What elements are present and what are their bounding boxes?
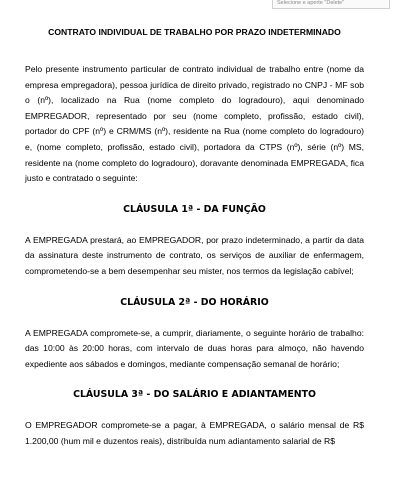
clause-1-heading: CLÁUSULA 1ª - DA FUNÇÃO bbox=[123, 203, 266, 215]
clause-2-text: A EMPREGADA compromete-se, a cumprir, diariamente, o seguinte horário de trabalho: das 10:00 às 20:00 horas, com intervalo de duas horas para almoço, não havendo expediente aos sábados e domingos, mediante compensação semanal de horário; bbox=[25, 327, 364, 369]
intro-paragraph: Pelo presente instrumento particular de contrato individual de trabalho entre (nome da empresa empregadora), pessoa jurídica de direito privado, registrado no CNPJ - MF sob o (nº), localizado na Rua (nome completo do logradouro), aqui denominado EMPREGADOR, representado por seu (nome completo, profissão, estado civil), portador do CPF (nº) e CRM/MS (nº), residente na Rua (nome completo do logradouro) e, (nome completo, profissão, estado civil), portadora da CTPS (nº), série (nº) MS, residente na (nome completo do logradouro), doravante denominada EMPREGADA, fica justo e contratado o seguinte: bbox=[25, 64, 364, 184]
clause-1-text: A EMPREGADA prestará, ao EMPREGADOR, por prazo indeterminado, a partir da data da assinatura deste instrumento de contrato, os serviços de auxiliar de enfermagem, comprometendo-se a bem desempenhar seu mister, nos termos da legislação cabível; bbox=[25, 234, 364, 276]
delete-hint-box: Selecione e aperte "Delete" bbox=[272, 0, 390, 9]
clause-3-heading: CLÁUSULA 3ª - DO SALÁRIO E ADIANTAMENTO bbox=[73, 389, 316, 401]
clause-3-text: O EMPREGADOR compromete-se a pagar, à EMPREGADA, o salário mensal de R$ 1.200,00 (hum mil e duzentos reais), distribuída num adiantamento salarial de R$ bbox=[25, 420, 364, 446]
document-title: CONTRATO INDIVIDUAL DE TRABALHO POR PRAZO INDETERMINADO bbox=[48, 27, 341, 37]
document-body bbox=[25, 26, 364, 450]
clause-2-heading: CLÁUSULA 2ª - DO HORÁRIO bbox=[120, 296, 269, 308]
